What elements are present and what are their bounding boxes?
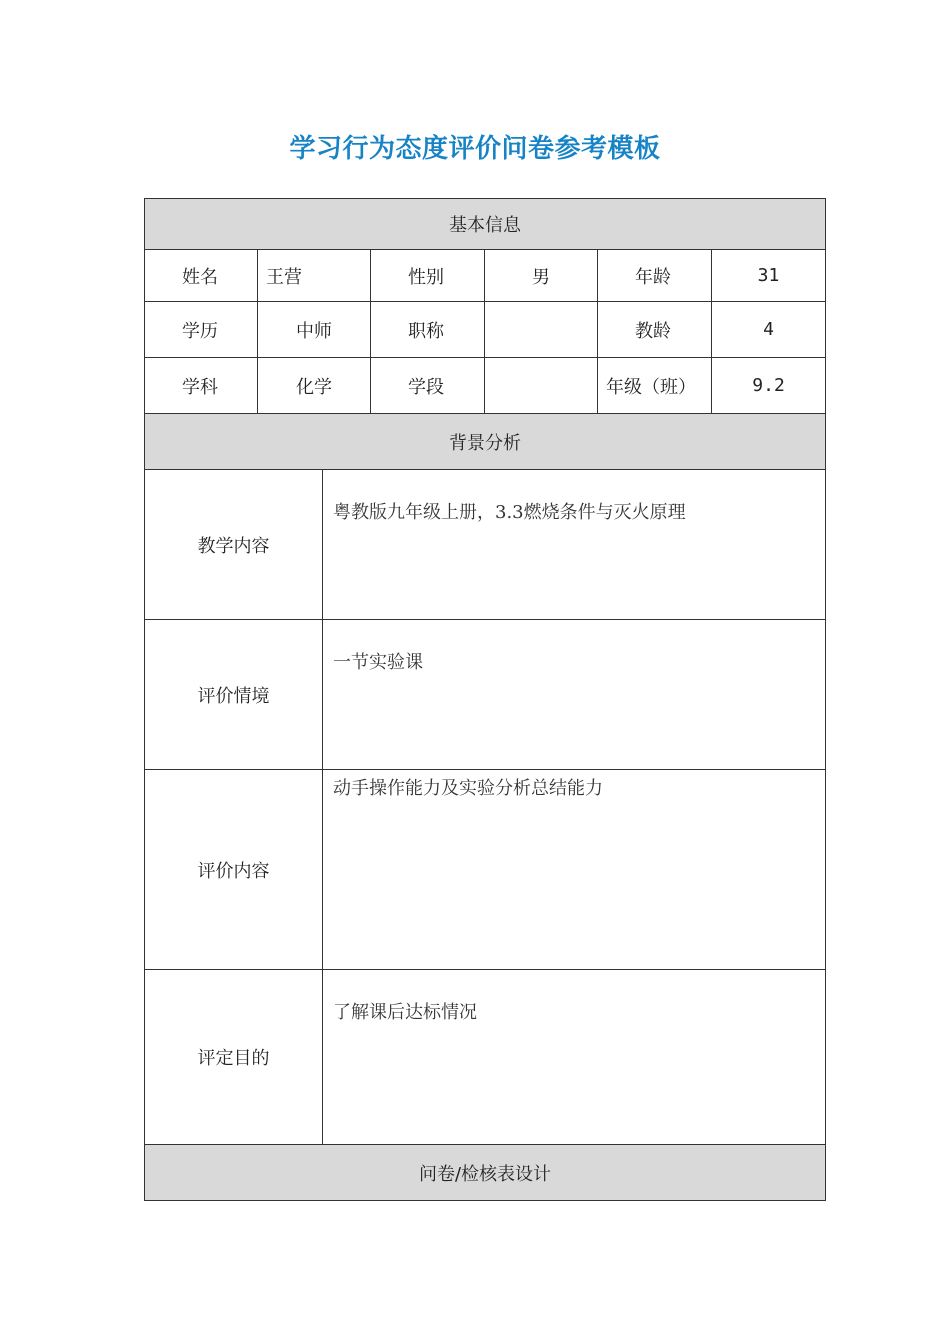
section-row-basic-info bbox=[145, 199, 826, 250]
table-row bbox=[145, 770, 826, 970]
grade-class-value: 9.2 bbox=[712, 358, 826, 414]
evaluation-content-label: 评价内容 bbox=[145, 770, 323, 970]
education-label: 学历 bbox=[145, 302, 258, 358]
table-row bbox=[145, 358, 826, 414]
teaching-age-label: 教龄 bbox=[598, 302, 712, 358]
document-title: 学习行为态度评价问卷参考模板 bbox=[289, 134, 661, 164]
teaching-age-value: 4 bbox=[712, 302, 826, 358]
evaluation-purpose-label: 评定目的 bbox=[145, 970, 323, 1145]
evaluation-purpose-value: 了解课后达标情况 bbox=[323, 970, 826, 1145]
school-stage-value bbox=[485, 358, 598, 414]
section-header-basic-info: 基本信息 bbox=[145, 199, 826, 250]
evaluation-form-table bbox=[144, 198, 826, 1201]
professional-title-label: 职称 bbox=[371, 302, 485, 358]
subject-value: 化学 bbox=[258, 358, 371, 414]
gender-value: 男 bbox=[485, 250, 598, 302]
school-stage-label: 学段 bbox=[371, 358, 485, 414]
professional-title-value bbox=[485, 302, 598, 358]
age-label: 年龄 bbox=[598, 250, 712, 302]
teaching-content-value: 粤教版九年级上册，3.3燃烧条件与灭火原理 bbox=[323, 470, 826, 620]
table-row bbox=[145, 302, 826, 358]
age-value: 31 bbox=[712, 250, 826, 302]
table-row bbox=[145, 250, 826, 302]
grade-class-label: 年级（班） bbox=[598, 358, 712, 414]
subject-label: 学科 bbox=[145, 358, 258, 414]
evaluation-situation-value: 一节实验课 bbox=[323, 620, 826, 770]
section-header-background: 背景分析 bbox=[145, 414, 826, 470]
name-label: 姓名 bbox=[145, 250, 258, 302]
evaluation-situation-label: 评价情境 bbox=[145, 620, 323, 770]
section-row-questionnaire bbox=[145, 1145, 826, 1201]
table-row bbox=[145, 970, 826, 1145]
evaluation-content-value: 动手操作能力及实验分析总结能力 bbox=[323, 770, 826, 970]
teaching-content-label: 教学内容 bbox=[145, 470, 323, 620]
name-value: 王营 bbox=[258, 250, 371, 302]
section-header-questionnaire: 问卷/检核表设计 bbox=[145, 1145, 826, 1201]
table-row bbox=[145, 470, 826, 620]
section-row-background bbox=[145, 414, 826, 470]
gender-label: 性别 bbox=[371, 250, 485, 302]
table-row bbox=[145, 620, 826, 770]
education-value: 中师 bbox=[258, 302, 371, 358]
